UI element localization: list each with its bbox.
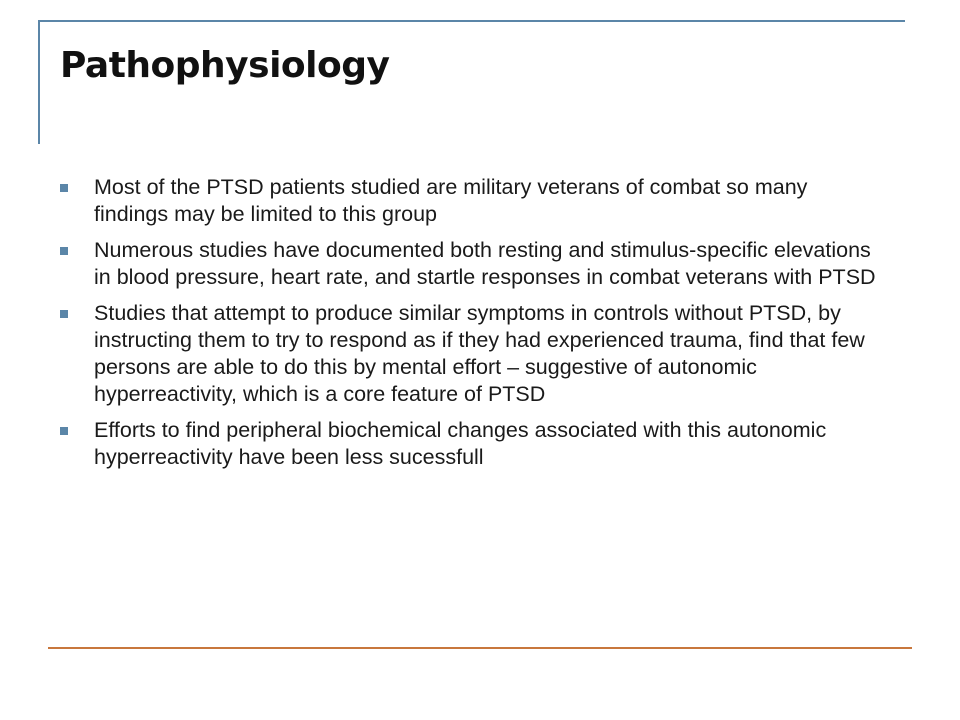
bullet-text: Efforts to find peripheral biochemical changes associated with this autonomic hyperreactivity have been less sucessfull — [94, 418, 827, 469]
bullet-list — [60, 174, 880, 480]
square-bullet-icon — [60, 247, 68, 255]
frame-top-line — [38, 20, 905, 22]
square-bullet-icon — [60, 184, 68, 192]
bullet-text: Most of the PTSD patients studied are military veterans of combat so many findings may be limited to this group — [94, 175, 808, 226]
slide-title: Pathophysiology — [60, 45, 390, 86]
bullet-item — [60, 300, 880, 408]
frame-left-line — [38, 20, 40, 144]
bullet-item — [60, 237, 880, 291]
footer-rule-line — [48, 647, 912, 649]
square-bullet-icon — [60, 427, 68, 435]
bullet-text: Studies that attempt to produce similar symptoms in controls without PTSD, by instructing them to try to respond as if they had experienced trauma, find that few persons are able to do this by mental effort – suggestive of autonomic hyperreactivity, which is a core feature of PTSD — [94, 301, 865, 406]
square-bullet-icon — [60, 310, 68, 318]
bullet-text: Numerous studies have documented both resting and stimulus-specific elevations in blood pressure, heart rate, and startle responses in combat veterans with PTSD — [94, 238, 876, 289]
bullet-item — [60, 174, 880, 228]
bullet-item — [60, 417, 880, 471]
